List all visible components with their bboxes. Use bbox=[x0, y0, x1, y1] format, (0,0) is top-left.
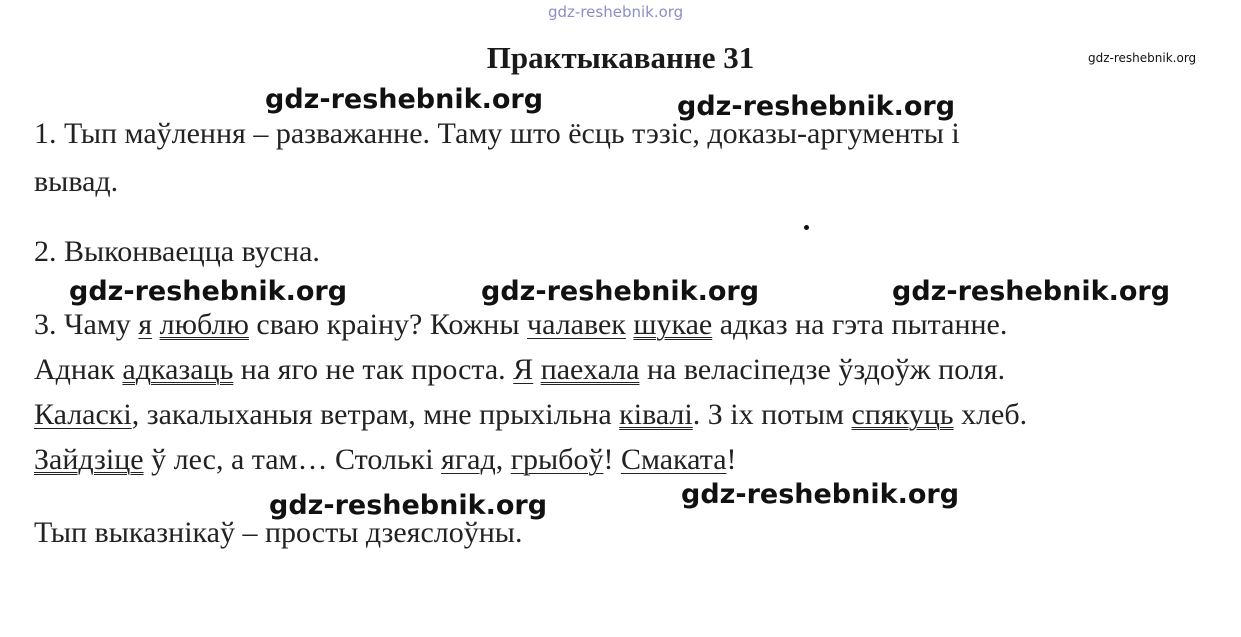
predicate-word: шукае bbox=[633, 308, 713, 341]
text-fragment: адказ на гэта пытанне. bbox=[712, 308, 1008, 341]
subject-word: Смаката bbox=[620, 443, 727, 476]
subject-word: ягад bbox=[441, 443, 496, 476]
page-title: Практыкаванне 31 bbox=[486, 40, 755, 75]
watermark: gdz-reshebnik.org bbox=[677, 91, 956, 122]
watermark-top: gdz-reshebnik.org bbox=[548, 3, 684, 21]
text-fragment: хлеб. bbox=[953, 398, 1028, 431]
text-fragment: ! bbox=[603, 443, 621, 476]
predicate-word: Зайдзіце bbox=[34, 443, 144, 476]
task1-line2: вывад. bbox=[34, 165, 119, 198]
predicate-word: паехала bbox=[540, 353, 640, 386]
watermark: gdz-reshebnik.org bbox=[481, 276, 760, 307]
text-fragment: ў лес, а там… Столькі bbox=[143, 443, 442, 476]
predicate-word: люблю bbox=[159, 308, 249, 341]
watermark: gdz-reshebnik.org bbox=[69, 276, 348, 307]
subject-word: я bbox=[138, 308, 153, 341]
predicate-word: спякуць bbox=[851, 398, 954, 431]
text-fragment: , bbox=[495, 443, 511, 476]
stray-dot bbox=[804, 225, 809, 230]
predicate-word: адказаць bbox=[122, 353, 234, 386]
subject-word: грыбоў bbox=[510, 443, 604, 476]
text-fragment: на яго не так проста. bbox=[233, 353, 514, 386]
text-fragment: на веласіпедзе ўздоўж поля. bbox=[639, 353, 1006, 386]
text-fragment: , закалыханыя ветрам, мне прыхільна bbox=[131, 398, 620, 431]
task3-line4 bbox=[34, 445, 737, 475]
watermark: gdz-reshebnik.org bbox=[269, 490, 548, 521]
subject-word: Я bbox=[513, 353, 534, 386]
subject-word: чалавек bbox=[527, 308, 626, 341]
text-fragment: . З іх потым bbox=[692, 398, 852, 431]
text-fragment: Аднак bbox=[34, 353, 123, 386]
task3-line2 bbox=[34, 355, 1005, 385]
predicate-word: ківалі bbox=[619, 398, 693, 431]
task2-line1: 2. Выконваецца вусна. bbox=[34, 235, 320, 268]
text-fragment: сваю краіну? Кожны bbox=[248, 308, 528, 341]
task1-line1: 1. Тып маўлення – разважанне. Таму што ёсць тэзіс, доказы-аргументы і bbox=[34, 117, 960, 150]
task3-line1 bbox=[34, 310, 1007, 340]
text-fragment: ! bbox=[726, 443, 737, 476]
watermark: gdz-reshebnik.org bbox=[681, 479, 960, 510]
summary-line: Тып выказнікаў – просты дзеяслоўны. bbox=[34, 516, 523, 549]
text-fragment: 3. Чаму bbox=[34, 308, 139, 341]
watermark: gdz-reshebnik.org bbox=[892, 276, 1171, 307]
subject-word: Каласкі bbox=[34, 398, 132, 431]
watermark-small: gdz-reshebnik.org bbox=[1088, 51, 1197, 65]
task3-line3 bbox=[34, 400, 1027, 430]
watermark: gdz-reshebnik.org bbox=[265, 84, 544, 115]
